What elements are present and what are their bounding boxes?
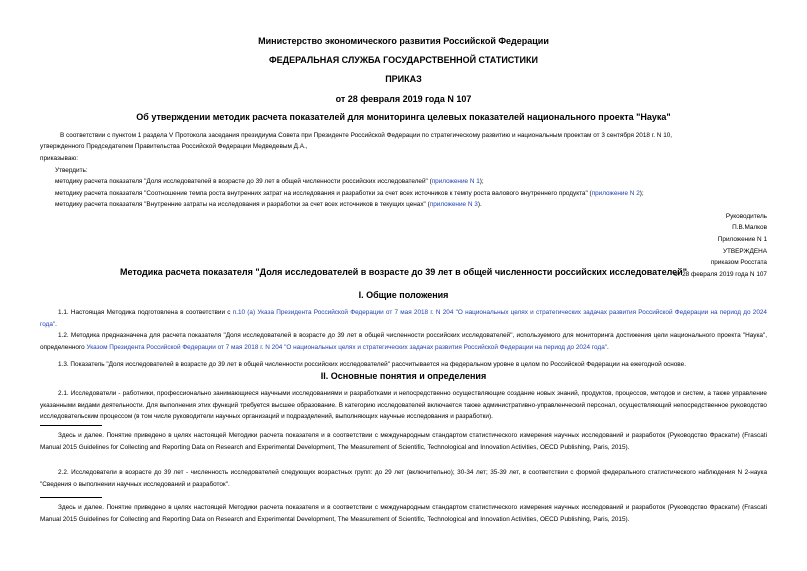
paragraph-1-2-text: 1.2. Методика предназначена для расчета показателя "Доля исследователей в возрасте до 39 лет в общей численности российских исследователей", используемого для мониторинга достижения цели национального проекта "Наука", определенного — [40, 332, 767, 351]
paragraph-1-3: 1.3. Показатель "Доля исследователей в возрасте до 39 лет в общей численности российских исследователей" рассчитывается на федеральном уровне в целом по Российской Федерации на ежегодной основе. — [58, 361, 686, 368]
paragraph-2-1: 2.1. Исследователи - работники, профессионально занимающиеся научными исследованиями и разработками и непосредственно осуществляющие создание новых знаний, продуктов, процессов, методов и систем, а также управление указанными видами деятельности. Для выполнения этих функций требуется высшее образование. В категорию исследователей включается также административно-управленческий персонал, осуществляющий непосредственное руководство исследовательским процессом (в том числе руководители научных организаций и подразделений, выполняющих научные исследования и разработки). — [40, 390, 767, 420]
preamble-line-3: приказываю: — [40, 155, 78, 162]
order-title: Об утверждении методик расчета показателей для мониторинга целевых показателей национального проекта "Наука" — [136, 112, 671, 122]
paragraph-1-1 — [40, 307, 767, 330]
approve-item-2 — [55, 190, 644, 198]
approve-item-2-end: ); — [639, 190, 644, 197]
section-2-title: II. Основные понятия и определения — [320, 371, 487, 381]
appendix-2-link[interactable]: приложение N 2 — [591, 190, 640, 197]
approve-item-1-end: ); — [479, 178, 484, 185]
approve-item-1 — [55, 178, 484, 186]
approve-item-2-text: методику расчета показателя "Соотношение темпа роста внутренних затрат на исследования и разработки за счет всех источников к темпу роста валового внутреннего продукта" ( — [55, 190, 592, 197]
footnote-2: Здесь и далее. Понятие приведено в целях настоящей Методики расчета показателя и в соответствии с международным стандартом статистического измерения научных исследований и разработок (Руководство Фраскати) (Frascati Manual 2015 Guidelines for Collecting and Reporting Data on Research and Experimental Development, The Measurement of Scientific, Technological and Innovation Activities, OECD Publishing, Paris, 2015). — [40, 504, 767, 523]
signature-position: Руководитель — [725, 213, 767, 220]
appendix-1-link[interactable]: приложение N 1 — [431, 178, 480, 185]
ministry-heading: Министерство экономического развития Российской Федерации — [258, 36, 549, 46]
decree-204-link-2[interactable]: Указом Президента Российской Федерации от 7 мая 2018 г. N 204 "О национальных целях и стратегических задачах развития Российской Федерации на период до 2024 года" — [86, 343, 608, 351]
appendix-3-link[interactable]: приложение N 3 — [429, 201, 478, 208]
paragraph-1-2 — [40, 330, 767, 353]
section-1-title: I. Общие положения — [358, 290, 449, 300]
approve-label: Утвердить: — [55, 167, 88, 174]
order-date-heading: от 28 февраля 2019 года N 107 — [335, 94, 472, 104]
appendix-by-order: приказом Росстата — [710, 259, 767, 266]
approve-item-3 — [55, 201, 482, 209]
preamble-line-1: В соответствии с пунктом 1 раздела V Протокола заседания президиума Совета при Президенте Российской Федерации по стратегическому развитию и национальным проектам от 3 сентября 2018 г. N 10, — [60, 132, 673, 139]
doc-type-heading: ПРИКАЗ — [385, 74, 422, 84]
method-title: Методика расчета показателя "Доля исследователей в возрасте до 39 лет в общей численности российских исследователей" — [120, 267, 687, 277]
service-heading: ФЕДЕРАЛЬНАЯ СЛУЖБА ГОСУДАРСТВЕННОЙ СТАТИСТИКИ — [269, 55, 538, 65]
paragraph-1-1-end: . — [55, 320, 57, 328]
paragraph-2-2: 2.2. Исследователи в возрасте до 39 лет - численность исследователей следующих возрастных групп: до 29 лет (включительно); 30-34 лет; 35-39 лет, в соответствии с формой федерального статистического наблюдения N 2-наука "Сведения о выполнении научных исследований и разработок". — [40, 469, 767, 488]
paragraph-1-1-text: 1.1. Настоящая Методика подготовлена в соответствии с — [58, 309, 233, 316]
footnote-1: Здесь и далее. Понятие приведено в целях настоящей Методики расчета показателя и в соответствии с международным стандартом статистического измерения научных исследований и разработок (Руководство Фраскати) (Frascati Manual 2015 Guidelines for Collecting and Reporting Data on Research and Experimental Development, The Measurement of Scientific, Technological and Innovation Activities, OECD Publishing, Paris, 2015). — [40, 432, 767, 451]
approve-item-1-text: методику расчета показателя "Доля исследователей в возрасте до 39 лет в общей численности российских исследователей" ( — [55, 178, 432, 185]
approve-item-3-text: методику расчета показателя "Внутренние затраты на исследования и разработки за счет всех источников в текущих ценах" ( — [55, 201, 430, 208]
preamble-line-2: утвержденного Председателем Правительства Российской Федерации Медведевым Д.А., — [40, 143, 308, 150]
footnote-rule-1 — [40, 425, 102, 426]
approve-item-3-end: ). — [477, 201, 482, 208]
footnote-rule-2 — [40, 497, 102, 498]
appendix-date: от 28 февраля 2019 года N 107 — [674, 271, 767, 278]
appendix-label: Приложение N 1 — [717, 236, 767, 243]
paragraph-1-2-end: . — [607, 343, 609, 351]
decree-204-link-1[interactable]: п.10 (а) Указа Президента Российской Федерации от 7 мая 2018 г. N 204 "О национальных целях и стратегических задачах развития Российской Федерации на период до 2024 года" — [40, 309, 767, 328]
appendix-approved: УТВЕРЖДЕНА — [722, 248, 767, 255]
signature-name: П.В.Малков — [732, 224, 767, 231]
